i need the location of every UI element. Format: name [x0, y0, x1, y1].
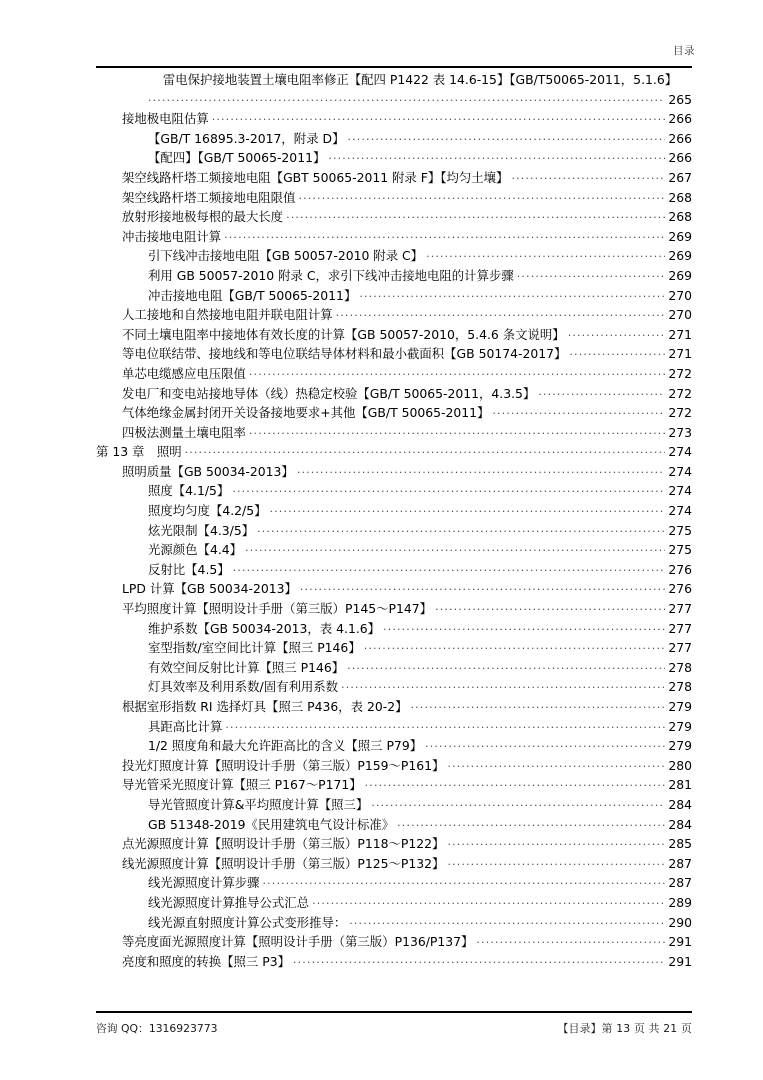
toc-page-number: 278: [668, 679, 692, 695]
dot-leader: [447, 834, 665, 854]
toc-entry-title: GB 51348-2019《民用建筑电气设计标准》: [148, 816, 395, 832]
toc-entry-title: 有效空间反射比计算【照三 P146】: [148, 659, 345, 675]
dot-leader: [476, 932, 665, 952]
toc-entry-title: 利用 GB 50057-2010 附录 C，求引下线冲击接地电阻的计算步骤: [148, 267, 514, 283]
toc-entry-title: 炫光限制【4.3/5】: [148, 522, 255, 538]
toc-entry-title: 等亮度面光源照度计算【照明设计手册（第三版）P136/P137】: [122, 934, 474, 950]
toc-entry[interactable]: [96, 227, 692, 247]
dot-leader: [249, 423, 665, 443]
toc-page-number: 291: [668, 953, 692, 969]
toc-entry-title: 平均照度计算【照明设计手册（第三版）P145～P147】: [122, 601, 433, 617]
toc-page-number: 268: [668, 209, 692, 225]
toc-entry-title: 导光管照度计算&平均照度计算【照三】: [148, 796, 369, 812]
toc-entry-title: 线光源照度计算【照明设计手册（第三版）P125～P132】: [122, 855, 445, 871]
toc-entry-title: 【配四】【GB/T 50065-2011】: [148, 150, 326, 166]
toc-entry[interactable]: [96, 364, 692, 384]
toc-page-number: 275: [668, 522, 692, 538]
toc-entry-title: 单芯电缆感应电压限值: [122, 365, 246, 381]
toc-page-number: 274: [668, 483, 692, 499]
toc-entry[interactable]: [96, 736, 692, 756]
toc-entry[interactable]: [96, 462, 692, 482]
toc-entry-title: 等电位联结带、接地线和等电位联结导体材料和最小截面积【GB 50174-2017】: [122, 346, 567, 362]
dot-leader: [270, 501, 666, 521]
toc-page-number: 265: [668, 91, 692, 107]
toc-entry-title: 冲击接地电阻计算: [122, 228, 222, 244]
toc-entry-title: 照明质量【GB 50034-2013】: [122, 463, 294, 479]
dot-leader: [297, 462, 665, 482]
toc-entry[interactable]: [96, 932, 692, 952]
toc-entry-title: 冲击接地电阻【GB/T 50065-2011】: [148, 287, 357, 303]
toc-page-number: 287: [668, 875, 692, 891]
toc-entry[interactable]: [96, 677, 692, 697]
toc-entry-title: 光源颜色【4.4】: [148, 542, 243, 558]
toc-entry-title: 气体绝缘金属封闭开关设备接地要求+其他【GB/T 50065-2011】: [122, 405, 490, 421]
toc-entry-title: 引下线冲击接地电阻【GB 50057-2010 附录 C】: [148, 248, 424, 264]
dot-leader: [232, 481, 665, 501]
dot-leader: [397, 815, 665, 835]
toc-entry[interactable]: [96, 188, 692, 208]
dot-leader: [492, 403, 665, 423]
toc-page-number: 271: [668, 346, 692, 362]
toc-page-number: 277: [668, 601, 692, 617]
toc-entry-title: 亮度和照度的转换【照三 P3】: [122, 953, 290, 969]
toc-entry-title: 导光管采光照度计算【照三 P167～P171】: [122, 777, 362, 793]
dot-leader: [245, 540, 665, 560]
toc-entry[interactable]: [96, 266, 692, 286]
toc-entry[interactable]: [96, 325, 692, 345]
dot-leader: [411, 697, 665, 717]
toc-entry[interactable]: [96, 109, 692, 129]
toc-page-number: 266: [668, 150, 692, 166]
toc-page-number: 274: [668, 503, 692, 519]
toc-entry[interactable]: [96, 403, 692, 423]
dot-leader: [224, 227, 665, 247]
toc-entry-title: 放射形接地极每根的最大长度: [122, 209, 284, 225]
toc-page-number: 272: [668, 385, 692, 401]
toc-entry[interactable]: [96, 442, 692, 462]
dot-leader: [447, 854, 665, 874]
toc-entry[interactable]: [96, 952, 692, 972]
toc-entry[interactable]: [96, 344, 692, 364]
toc-entry-title: LPD 计算【GB 50034-2013】: [122, 581, 297, 597]
toc-entry-title: 室型指数/室空间比计算【照三 P146】: [148, 640, 361, 656]
dot-leader: [371, 795, 665, 815]
toc-entry-title: 1/2 照度角和最大允许距高比的含义【照三 P79】: [148, 738, 423, 754]
toc-entry-title: 具距高比计算: [148, 718, 223, 734]
toc-entry[interactable]: [96, 560, 692, 580]
toc-entry[interactable]: [96, 246, 692, 266]
dot-leader: [336, 305, 665, 325]
toc-page-number: 267: [668, 169, 692, 185]
dot-leader: [286, 207, 665, 227]
toc-entry-title: 照度均匀度【4.2/5】: [148, 503, 267, 519]
toc-entry[interactable]: [96, 501, 692, 521]
footer-divider: [96, 1011, 692, 1013]
toc-entry-title: 接地极电阻估算: [122, 111, 209, 127]
toc-page-number: 290: [668, 914, 692, 930]
toc-entry[interactable]: [96, 795, 692, 815]
toc-entry[interactable]: [96, 913, 692, 933]
toc-entry-title: 线光源照度计算步骤: [148, 875, 260, 891]
toc-entry-title: 投光灯照度计算【照明设计手册（第三版）P159～P161】: [122, 757, 445, 773]
dot-leader: [293, 952, 665, 972]
toc-page-number: 268: [668, 189, 692, 205]
toc-entry[interactable]: [96, 305, 692, 325]
toc-entry[interactable]: [96, 697, 692, 717]
toc-entry-title: 架空线路杆塔工频接地电阻限值: [122, 189, 296, 205]
toc-entry[interactable]: [96, 717, 692, 737]
toc-entry-title: 线光源直射照度计算公式变形推导：: [148, 914, 347, 930]
toc-page-number: 270: [668, 307, 692, 323]
header-divider: [96, 66, 692, 68]
toc-page-number: 277: [668, 640, 692, 656]
dot-leader: [233, 560, 665, 580]
toc-page-number: 269: [668, 228, 692, 244]
toc-entry[interactable]: [96, 129, 692, 149]
dot-leader: [365, 775, 665, 795]
dot-leader: [249, 364, 665, 384]
toc-entry[interactable]: [96, 893, 692, 913]
toc-entry[interactable]: [96, 148, 692, 168]
toc-entry[interactable]: [96, 834, 692, 854]
header-label: 目录: [673, 45, 695, 57]
toc-entry[interactable]: [96, 423, 692, 443]
toc-page-number: 281: [668, 777, 692, 793]
toc-entry-title: 线光源照度计算推导公式汇总: [148, 894, 310, 910]
toc-entry-continuation[interactable]: [96, 90, 692, 110]
toc-entry-title-wrapped[interactable]: 雷电保护接地装置土壤电阻率修正【配四 P1422 表 14.6-15】【GB/T50065-2011，5.1.6】: [162, 72, 678, 87]
toc-page-number: 279: [668, 738, 692, 754]
toc-entry[interactable]: [96, 854, 692, 874]
dot-leader: [300, 579, 665, 599]
dot-leader: [298, 188, 665, 208]
toc-page-number: 266: [668, 130, 692, 146]
toc-page-number: 277: [668, 620, 692, 636]
toc-page-number: 266: [668, 111, 692, 127]
dot-leader: [538, 384, 665, 404]
toc-entry[interactable]: [96, 815, 692, 835]
dot-leader: [347, 658, 665, 678]
dot-leader: [328, 148, 665, 168]
toc-page-number: 284: [668, 816, 692, 832]
toc-page-number: 275: [668, 542, 692, 558]
dot-leader: [569, 344, 665, 364]
toc-entry-title: 反射比【4.5】: [148, 561, 230, 577]
toc-page-number: 274: [668, 463, 692, 479]
toc-entry[interactable]: [96, 619, 692, 639]
toc-page-number: 278: [668, 659, 692, 675]
dot-leader: [447, 756, 665, 776]
dot-leader: [347, 129, 665, 149]
toc-entry-title: 发电厂和变电站接地导体（线）热稳定校验【GB/T 50065-2011，4.3.5】: [122, 385, 536, 401]
table-of-contents: [96, 70, 692, 971]
toc-entry-title: 四极法测量土壤电阻率: [122, 424, 246, 440]
toc-entry[interactable]: [96, 481, 692, 501]
dot-leader: [435, 599, 665, 619]
toc-entry[interactable]: [96, 384, 692, 404]
toc-entry[interactable]: [96, 873, 692, 893]
toc-entry-title: 根据室形指数 RI 选择灯具【照三 P436，表 20-2】: [122, 699, 408, 714]
dot-leader: [185, 442, 665, 462]
toc-entry-title: 灯具效率及利用系数/固有利用系数: [148, 679, 339, 695]
toc-entry-title: 照度【4.1/5】: [148, 483, 230, 499]
toc-page-number: 289: [668, 894, 692, 910]
toc-entry[interactable]: [96, 579, 692, 599]
toc-entry[interactable]: [96, 207, 692, 227]
toc-page-number: 274: [668, 444, 692, 460]
toc-entry[interactable]: [96, 599, 692, 619]
dot-leader: [263, 873, 665, 893]
toc-entry-title: 点光源照度计算【照明设计手册（第三版）P118～P122】: [122, 836, 445, 852]
toc-entry-title: 【GB/T 16895.3-2017，附录 D】: [148, 130, 345, 146]
toc-entry[interactable]: [96, 168, 692, 188]
dot-leader: [148, 90, 665, 110]
toc-page-number: 276: [668, 581, 692, 597]
toc-page-number: 270: [668, 287, 692, 303]
toc-page-number: 273: [668, 424, 692, 440]
dot-leader: [312, 893, 665, 913]
toc-entry[interactable]: [96, 286, 692, 306]
page-footer: [96, 1021, 692, 1036]
toc-entry[interactable]: [96, 756, 692, 776]
toc-page-number: 279: [668, 699, 692, 714]
dot-leader: [341, 677, 665, 697]
toc-page-number: 271: [668, 326, 692, 342]
toc-entry-title: 维护系数【GB 50034-2013，表 4.1.6】: [148, 620, 381, 636]
dot-leader: [511, 168, 665, 188]
dot-leader: [257, 521, 665, 541]
toc-entry[interactable]: [96, 775, 692, 795]
toc-page-number: 272: [668, 365, 692, 381]
toc-entry[interactable]: [96, 540, 692, 560]
toc-page-number: 284: [668, 796, 692, 812]
dot-leader: [364, 638, 665, 658]
dot-leader: [426, 246, 665, 266]
toc-page-number: 291: [668, 934, 692, 950]
toc-entry[interactable]: [96, 658, 692, 678]
dot-leader: [349, 913, 665, 933]
toc-entry-title: 架空线路杆塔工频接地电阻【GBT 50065-2011 附录 F】【均匀土壤】: [122, 169, 509, 185]
toc-page-number: 279: [668, 718, 692, 734]
dot-leader: [517, 266, 665, 286]
footer-pagination: 【目录】第 13 页 共 21 页: [557, 1022, 692, 1035]
toc-page-number: 272: [668, 405, 692, 421]
toc-entry[interactable]: [96, 521, 692, 541]
toc-page-number: 287: [668, 855, 692, 871]
toc-page-number: 285: [668, 836, 692, 852]
dot-leader: [383, 619, 665, 639]
dot-leader: [359, 286, 665, 306]
dot-leader: [225, 717, 665, 737]
toc-page-number: 276: [668, 561, 692, 577]
toc-entry-title: 不同土壤电阻率中接地体有效长度的计算【GB 50057-2010，5.4.6 条文说明】: [122, 326, 565, 342]
page-header: [96, 44, 695, 64]
dot-leader: [568, 325, 665, 345]
toc-page-number: 269: [668, 248, 692, 264]
footer-contact: 咨询 QQ：1316923773: [96, 1022, 218, 1035]
dot-leader: [212, 109, 665, 129]
toc-page-number: 269: [668, 267, 692, 283]
toc-entry[interactable]: [96, 638, 692, 658]
toc-entry-title: 人工接地和自然接地电阻并联电阻计算: [122, 307, 333, 323]
toc-page-number: 280: [668, 757, 692, 773]
dot-leader: [425, 736, 665, 756]
toc-entry-title: 第 13 章 照明: [96, 444, 182, 460]
